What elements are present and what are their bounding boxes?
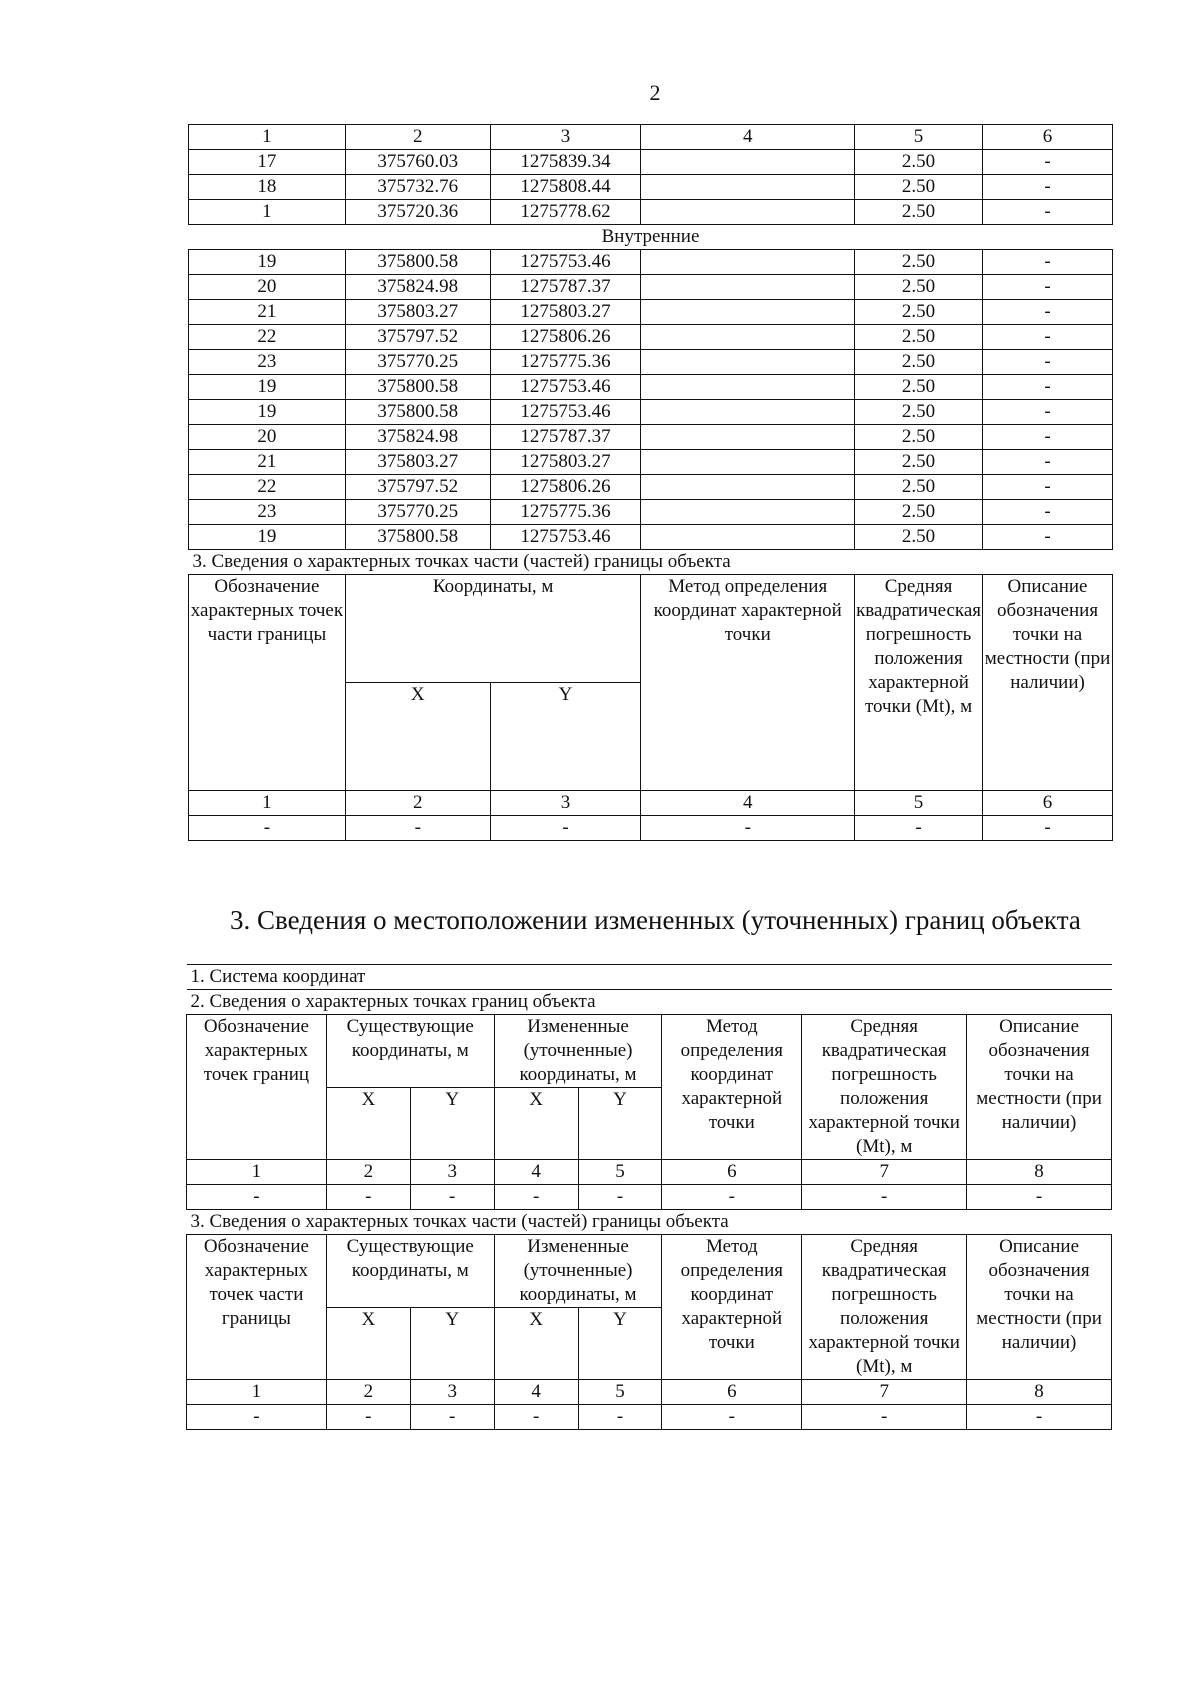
- table-cell: 2.50: [855, 525, 983, 550]
- part-data-row: [187, 1405, 1112, 1430]
- table-cell: -: [983, 300, 1113, 325]
- column-number: 4: [494, 1160, 578, 1185]
- table-cell: -: [662, 1185, 802, 1210]
- internal-section-row: [189, 225, 1113, 250]
- table-cell: 375760.03: [345, 150, 490, 175]
- table-cell: -: [983, 400, 1113, 425]
- column-number: 3: [410, 1160, 494, 1185]
- number-row: [187, 1160, 1112, 1185]
- table-cell: -: [983, 525, 1113, 550]
- part-title: 3. Сведения о характерных точках части (частей) границы объекта: [187, 1210, 1112, 1235]
- column-number: 7: [802, 1160, 967, 1185]
- table-cell: 19: [189, 400, 346, 425]
- coord-system-row: [187, 965, 1112, 990]
- table-cell: -: [578, 1405, 662, 1430]
- part-data-row: [189, 816, 1113, 841]
- table-cell: 17: [189, 150, 346, 175]
- header-changed-coords: Измененные (уточненные) координаты, м: [494, 1235, 662, 1308]
- table-cell: -: [494, 1185, 578, 1210]
- table-cell: 20: [189, 275, 346, 300]
- column-number: 5: [855, 125, 983, 150]
- table-cell: 375732.76: [345, 175, 490, 200]
- point-row: [189, 275, 1113, 300]
- table-cell: -: [983, 375, 1113, 400]
- table-cell: -: [983, 350, 1113, 375]
- table-cell: 375824.98: [345, 275, 490, 300]
- table-cell: -: [983, 475, 1113, 500]
- table-cell: -: [983, 816, 1113, 841]
- table-cell: [641, 200, 855, 225]
- table-cell: 1275753.46: [490, 375, 641, 400]
- table-cell: [641, 500, 855, 525]
- table-cell: 2.50: [855, 250, 983, 275]
- table-cell: -: [641, 816, 855, 841]
- column-number: 4: [641, 125, 855, 150]
- table-cell: 1275775.36: [490, 500, 641, 525]
- table-cell: 21: [189, 450, 346, 475]
- column-number: 2: [326, 1160, 410, 1185]
- table-cell: -: [326, 1405, 410, 1430]
- column-number: 4: [494, 1380, 578, 1405]
- column-number: 1: [187, 1160, 327, 1185]
- table-cell: -: [855, 816, 983, 841]
- table-cell: 375797.52: [345, 325, 490, 350]
- table-cell: 375800.58: [345, 400, 490, 425]
- table-cell: 23: [189, 500, 346, 525]
- table-cell: 2.50: [855, 325, 983, 350]
- table-cell: 2.50: [855, 450, 983, 475]
- column-number: 2: [345, 125, 490, 150]
- point-row: [189, 500, 1113, 525]
- table-cell: 18: [189, 175, 346, 200]
- table-cell: [641, 400, 855, 425]
- part-header-row: [189, 575, 1113, 683]
- column-number: 1: [189, 125, 346, 150]
- column-number: 5: [578, 1160, 662, 1185]
- column-number-row: [189, 125, 1113, 150]
- table-cell: 20: [189, 425, 346, 450]
- header-y: Y: [410, 1308, 494, 1380]
- table-cell: 2.50: [855, 175, 983, 200]
- table-cell: 2.50: [855, 400, 983, 425]
- header-existing-coords: Существующие координаты, м: [326, 1235, 494, 1308]
- section-3-title: 3. Сведения о местоположении измененных (уточненных) границ объекта: [230, 905, 1081, 935]
- table-cell: -: [983, 325, 1113, 350]
- table-cell: 2.50: [855, 275, 983, 300]
- changed-boundaries-table: [186, 964, 1112, 1430]
- table-cell: 19: [189, 250, 346, 275]
- table-cell: [641, 425, 855, 450]
- coord-system-label: 1. Система координат: [187, 965, 1112, 990]
- table-cell: -: [983, 175, 1113, 200]
- table-cell: [641, 375, 855, 400]
- table-cell: 2.50: [855, 200, 983, 225]
- table-cell: -: [983, 500, 1113, 525]
- points-title: 2. Сведения о характерных точках границ объекта: [187, 990, 1112, 1015]
- header-point-designation: Обозначение характерных точек части границы: [189, 575, 346, 791]
- header-y: Y: [578, 1308, 662, 1380]
- part-title-row: [187, 1210, 1112, 1235]
- column-number: 6: [662, 1380, 802, 1405]
- table-cell: 375770.25: [345, 350, 490, 375]
- table-cell: -: [983, 275, 1113, 300]
- header-description: Описание обозначения точки на местности (при наличии): [983, 575, 1113, 791]
- header-method: Метод определения координат характерной точки: [662, 1235, 802, 1380]
- part-section-title: 3. Сведения о характерных точках части (частей) границы объекта: [189, 550, 1113, 575]
- column-number: 6: [662, 1160, 802, 1185]
- header-x: X: [494, 1088, 578, 1160]
- table-cell: 1275803.27: [490, 450, 641, 475]
- table-cell: -: [983, 200, 1113, 225]
- table-cell: 1275839.34: [490, 150, 641, 175]
- point-row: [189, 425, 1113, 450]
- column-number: 3: [490, 125, 641, 150]
- table-cell: 375800.58: [345, 250, 490, 275]
- table-cell: [641, 250, 855, 275]
- header-description: Описание обозначения точки на местности (при наличии): [967, 1015, 1112, 1160]
- table-cell: 1275753.46: [490, 525, 641, 550]
- header-mt: Средняя квадратическая погрешность положения характерной точки (Mt), м: [802, 1015, 967, 1160]
- table-cell: 19: [189, 525, 346, 550]
- header-y: Y: [410, 1088, 494, 1160]
- table-cell: 1275753.46: [490, 250, 641, 275]
- table-cell: 375800.58: [345, 525, 490, 550]
- data-row: [187, 1185, 1112, 1210]
- point-row: [189, 475, 1113, 500]
- table-cell: [641, 325, 855, 350]
- table-cell: 2.50: [855, 425, 983, 450]
- page-number: 2: [649, 80, 661, 105]
- table-cell: 22: [189, 475, 346, 500]
- table-cell: 2.50: [855, 375, 983, 400]
- point-row: [189, 175, 1113, 200]
- table-cell: -: [494, 1405, 578, 1430]
- column-number: 5: [855, 791, 983, 816]
- table-cell: 1275806.26: [490, 325, 641, 350]
- table-cell: 22: [189, 325, 346, 350]
- table-cell: [641, 450, 855, 475]
- header-y: Y: [490, 683, 641, 791]
- column-number: 2: [326, 1380, 410, 1405]
- table-cell: -: [187, 1405, 327, 1430]
- part-section-title-row: [189, 550, 1113, 575]
- internal-label: Внутренние: [189, 225, 1113, 250]
- column-number: 6: [983, 125, 1113, 150]
- table-cell: -: [983, 250, 1113, 275]
- table-cell: -: [578, 1185, 662, 1210]
- column-number: 7: [802, 1380, 967, 1405]
- point-row: [189, 150, 1113, 175]
- table-cell: -: [189, 816, 346, 841]
- column-number: 2: [345, 791, 490, 816]
- header-changed-coords: Измененные (уточненные) координаты, м: [494, 1015, 662, 1088]
- column-number: 1: [187, 1380, 327, 1405]
- table-cell: 375824.98: [345, 425, 490, 450]
- table-cell: [641, 475, 855, 500]
- column-number: 5: [578, 1380, 662, 1405]
- table-cell: -: [410, 1405, 494, 1430]
- table-cell: 375803.27: [345, 450, 490, 475]
- table-cell: [641, 350, 855, 375]
- table-cell: 375770.25: [345, 500, 490, 525]
- header-point-designation: Обозначение характерных точек границ: [187, 1015, 327, 1160]
- point-row: [189, 350, 1113, 375]
- table-cell: -: [662, 1405, 802, 1430]
- header-method: Метод определения координат характерной точки: [641, 575, 855, 791]
- table-cell: 375803.27: [345, 300, 490, 325]
- point-row: [189, 200, 1113, 225]
- point-row: [189, 450, 1113, 475]
- column-number: 3: [490, 791, 641, 816]
- table-cell: [641, 150, 855, 175]
- point-row: [189, 300, 1113, 325]
- table-cell: [641, 175, 855, 200]
- table-cell: 21: [189, 300, 346, 325]
- point-row: [189, 250, 1113, 275]
- part-number-row: [189, 791, 1113, 816]
- column-number: 3: [410, 1380, 494, 1405]
- point-row: [189, 375, 1113, 400]
- table-cell: -: [983, 450, 1113, 475]
- header-y: Y: [578, 1088, 662, 1160]
- header-mt: Средняя квадратическая погрешность положения характерной точки (Mt), м: [855, 575, 983, 791]
- part-number-row: [187, 1380, 1112, 1405]
- table-cell: 2.50: [855, 150, 983, 175]
- header-mt: Средняя квадратическая погрешность положения характерной точки (Mt), м: [802, 1235, 967, 1380]
- header-point-designation: Обозначение характерных точек части границы: [187, 1235, 327, 1380]
- table-cell: -: [187, 1185, 327, 1210]
- table-cell: -: [345, 816, 490, 841]
- table-cell: -: [490, 816, 641, 841]
- table-cell: -: [802, 1405, 967, 1430]
- table-cell: 1275806.26: [490, 475, 641, 500]
- header-x: X: [345, 683, 490, 791]
- column-number: 1: [189, 791, 346, 816]
- table-cell: 375720.36: [345, 200, 490, 225]
- header-method: Метод определения координат характерной точки: [662, 1015, 802, 1160]
- table-cell: 375800.58: [345, 375, 490, 400]
- table-cell: 2.50: [855, 350, 983, 375]
- table-cell: 1275753.46: [490, 400, 641, 425]
- column-number: 8: [967, 1380, 1112, 1405]
- header-coordinates: Координаты, м: [345, 575, 641, 683]
- table-cell: 1275787.37: [490, 425, 641, 450]
- point-row: [189, 400, 1113, 425]
- table-cell: 375797.52: [345, 475, 490, 500]
- column-number: 8: [967, 1160, 1112, 1185]
- table-cell: [641, 525, 855, 550]
- column-number: 6: [983, 791, 1113, 816]
- table-cell: [641, 300, 855, 325]
- table-cell: 23: [189, 350, 346, 375]
- table-cell: -: [967, 1405, 1112, 1430]
- table-cell: 1275803.27: [490, 300, 641, 325]
- table-cell: 2.50: [855, 500, 983, 525]
- column-number: 4: [641, 791, 855, 816]
- table-cell: -: [802, 1185, 967, 1210]
- point-row: [189, 525, 1113, 550]
- table-cell: [641, 275, 855, 300]
- table-cell: 1275775.36: [490, 350, 641, 375]
- header-existing-coords: Существующие координаты, м: [326, 1015, 494, 1088]
- table-cell: -: [967, 1185, 1112, 1210]
- header-row: [187, 1015, 1112, 1088]
- table-cell: 1275787.37: [490, 275, 641, 300]
- header-x: X: [326, 1088, 410, 1160]
- table-cell: 1275778.62: [490, 200, 641, 225]
- point-row: [189, 325, 1113, 350]
- header-x: X: [494, 1308, 578, 1380]
- part-header-row: [187, 1235, 1112, 1308]
- table-cell: 1275808.44: [490, 175, 641, 200]
- header-x: X: [326, 1308, 410, 1380]
- table-cell: -: [326, 1185, 410, 1210]
- points-title-row: [187, 990, 1112, 1015]
- header-description: Описание обозначения точки на местности (при наличии): [967, 1235, 1112, 1380]
- boundary-points-body: [189, 125, 1113, 841]
- boundary-points-table: [188, 124, 1113, 841]
- table-cell: 19: [189, 375, 346, 400]
- table-cell: 2.50: [855, 475, 983, 500]
- table-cell: -: [410, 1185, 494, 1210]
- table-cell: -: [983, 150, 1113, 175]
- table-cell: 2.50: [855, 300, 983, 325]
- table-cell: -: [983, 425, 1113, 450]
- table-cell: 1: [189, 200, 346, 225]
